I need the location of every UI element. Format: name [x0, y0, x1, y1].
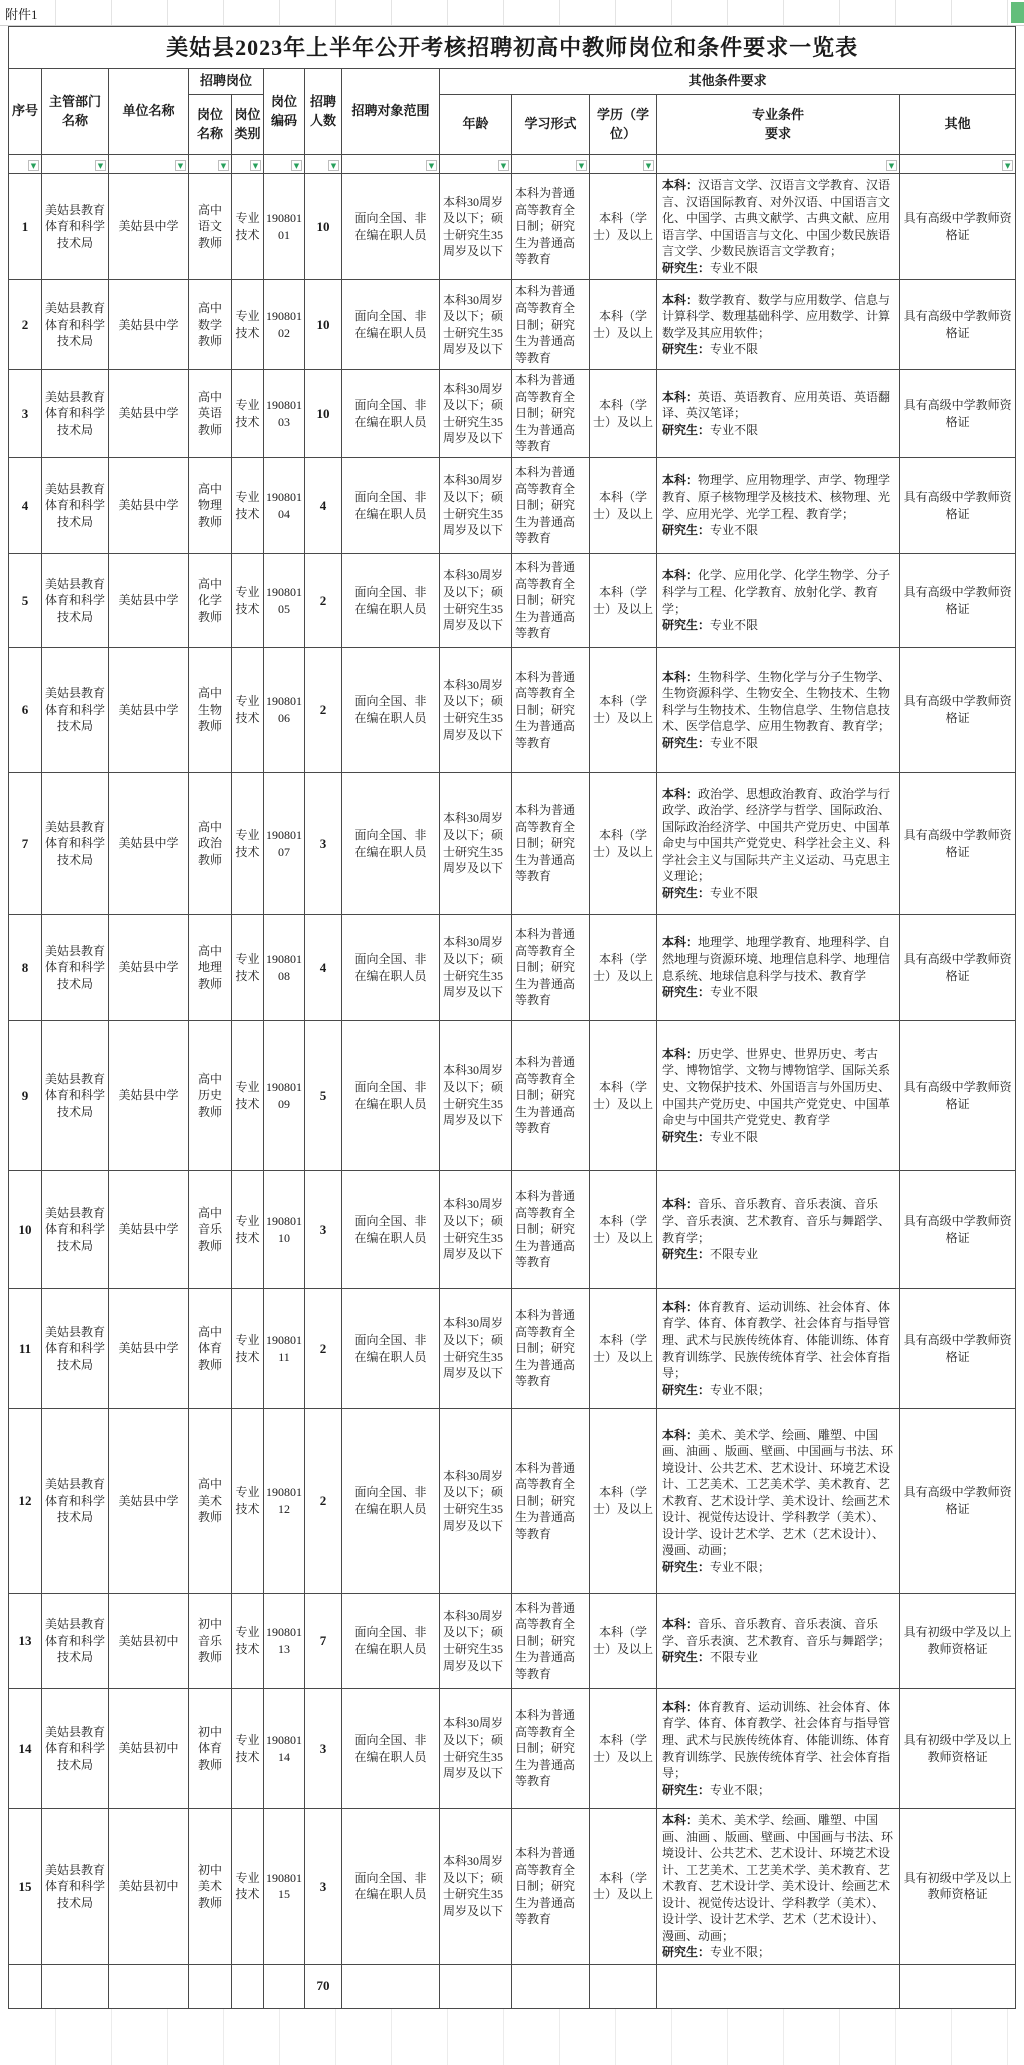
cell-code: 19080105: [264, 554, 305, 648]
cell-code: 19080107: [264, 773, 305, 915]
filter-dropdown-icon[interactable]: ▼: [95, 160, 106, 171]
cell-code: 19080104: [264, 458, 305, 554]
cell-position: 高中物理教师: [189, 458, 232, 554]
cell-count: 3: [305, 773, 342, 915]
cell-department: 美姑县教育体育和科学技术局: [42, 1809, 109, 1965]
filter-dropdown-icon[interactable]: ▼: [886, 160, 897, 171]
cell-count: 2: [305, 1289, 342, 1409]
cell-unit: 美姑县中学: [109, 1021, 189, 1171]
cell-count: 3: [305, 1689, 342, 1809]
cell-degree: 本科（学士）及以上: [590, 915, 657, 1021]
cell-scope: 面向全国、非在编在职人员: [342, 458, 440, 554]
cell-other: 具有初级中学及以上教师资格证: [900, 1594, 1016, 1689]
cell-department: 美姑县教育体育和科学技术局: [42, 280, 109, 370]
cell-position: 高中地理教师: [189, 915, 232, 1021]
cell-department: 美姑县教育体育和科学技术局: [42, 1594, 109, 1689]
cell-other: 具有高级中学教师资格证: [900, 773, 1016, 915]
cell-study-form: 本科为普通高等教育全日制；研究生为普通高等教育: [512, 915, 590, 1021]
cell-position: 初中音乐教师: [189, 1594, 232, 1689]
cell-empty: [42, 1964, 109, 2008]
cell-scope: 面向全国、非在编在职人员: [342, 370, 440, 458]
table-row: [9, 915, 1016, 1021]
cell-no: 2: [9, 280, 42, 370]
cell-scope: 面向全国、非在编在职人员: [342, 554, 440, 648]
cell-count: 7: [305, 1594, 342, 1689]
cell-department: 美姑县教育体育和科学技术局: [42, 1171, 109, 1289]
cell-empty: [512, 1964, 590, 2008]
cell-count: 2: [305, 1409, 342, 1594]
cell-age: 本科30周岁及以下；硕士研究生35周岁及以下: [440, 280, 512, 370]
cell-unit: 美姑县中学: [109, 554, 189, 648]
cell-empty: [342, 1964, 440, 2008]
cell-empty: [232, 1964, 264, 2008]
cell-unit: 美姑县中学: [109, 174, 189, 280]
cell-position: 初中体育教师: [189, 1689, 232, 1809]
cell-degree: 本科（学士）及以上: [590, 648, 657, 773]
cell-code: 19080109: [264, 1021, 305, 1171]
cell-department: 美姑县教育体育和科学技术局: [42, 458, 109, 554]
cell-other: 具有高级中学教师资格证: [900, 554, 1016, 648]
cell-other: 具有高级中学教师资格证: [900, 280, 1016, 370]
table-row: [9, 554, 1016, 648]
cell-age: 本科30周岁及以下；硕士研究生35周岁及以下: [440, 1594, 512, 1689]
cell-category: 专业技术: [232, 280, 264, 370]
cell-degree: 本科（学士）及以上: [590, 370, 657, 458]
cell-scope: 面向全国、非在编在职人员: [342, 1689, 440, 1809]
filter-cell: [590, 155, 657, 174]
filter-dropdown-icon[interactable]: ▼: [218, 160, 229, 171]
col-header-code: 岗位编码: [264, 69, 305, 155]
cell-department: 美姑县教育体育和科学技术局: [42, 1289, 109, 1409]
filter-dropdown-icon[interactable]: ▼: [28, 160, 39, 171]
cell-no: 10: [9, 1171, 42, 1289]
filter-cell: [264, 155, 305, 174]
table-row: [9, 1171, 1016, 1289]
cell-degree: 本科（学士）及以上: [590, 1289, 657, 1409]
col-header-position: 岗位名称: [189, 95, 232, 155]
cell-unit: 美姑县中学: [109, 648, 189, 773]
cell-code: 19080111: [264, 1289, 305, 1409]
cell-age: 本科30周岁及以下；硕士研究生35周岁及以下: [440, 1809, 512, 1965]
cell-unit: 美姑县初中: [109, 1809, 189, 1965]
cell-category: 专业技术: [232, 554, 264, 648]
cell-position: 高中体育教师: [189, 1289, 232, 1409]
cell-code: 19080112: [264, 1409, 305, 1594]
attachment-label: 附件1: [5, 4, 44, 23]
cell-position: 高中美术教师: [189, 1409, 232, 1594]
cell-empty: [440, 1964, 512, 2008]
cell-study-form: 本科为普通高等教育全日制；研究生为普通高等教育: [512, 1171, 590, 1289]
cell-study-form: 本科为普通高等教育全日制；研究生为普通高等教育: [512, 174, 590, 280]
cell-position: 高中化学教师: [189, 554, 232, 648]
cell-other: 具有高级中学教师资格证: [900, 648, 1016, 773]
cell-unit: 美姑县初中: [109, 1689, 189, 1809]
selected-cell-highlight: [1011, 2, 1024, 23]
col-group-other-requirements: 其他条件要求: [440, 69, 1016, 95]
cell-other: 具有高级中学教师资格证: [900, 174, 1016, 280]
total-count: 70: [305, 1964, 342, 2008]
cell-scope: 面向全国、非在编在职人员: [342, 915, 440, 1021]
filter-dropdown-icon[interactable]: ▼: [576, 160, 587, 171]
cell-department: 美姑县教育体育和科学技术局: [42, 370, 109, 458]
cell-no: 14: [9, 1689, 42, 1809]
cell-degree: 本科（学士）及以上: [590, 458, 657, 554]
col-header-department: 主管部门名称: [42, 69, 109, 155]
cell-major-requirements: 本科：历史学、世界史、世界历史、考古学、博物馆学、文物与博物馆学、国际关系史、文物保护技术、外国语言与外国历史、中国共产党历史、中国共产党党史、中国革命史与中国共产党党史、教育学 研究生：专业不限: [657, 1021, 900, 1171]
cell-no: 6: [9, 648, 42, 773]
cell-unit: 美姑县中学: [109, 1409, 189, 1594]
cell-empty: [189, 1964, 232, 2008]
cell-count: 10: [305, 174, 342, 280]
table-row: [9, 1409, 1016, 1594]
cell-position: 高中历史教师: [189, 1021, 232, 1171]
recruitment-table: [8, 26, 1016, 2009]
cell-study-form: 本科为普通高等教育全日制；研究生为普通高等教育: [512, 773, 590, 915]
cell-unit: 美姑县中学: [109, 915, 189, 1021]
cell-scope: 面向全国、非在编在职人员: [342, 280, 440, 370]
cell-category: 专业技术: [232, 1289, 264, 1409]
cell-major-requirements: 本科：美术、美术学、绘画、雕塑、中国画、油画 、版画、壁画、中国画与书法、环境设计、公共艺术、艺术设计、环境艺术设计、工艺美术、工艺美术学、美术教育、艺术教育、艺术设计学、美术设计、绘画艺术设计、视觉传达设计、学科教学（美术）、设计学、设计艺术学、艺术（艺术设计）、漫画、动画； 研究生：专业不限；: [657, 1809, 900, 1965]
page-title: 美姑县2023年上半年公开考核招聘初高中教师岗位和条件要求一览表: [9, 27, 1016, 69]
cell-age: 本科30周岁及以下；硕士研究生35周岁及以下: [440, 648, 512, 773]
cell-other: 具有高级中学教师资格证: [900, 1021, 1016, 1171]
cell-major-requirements: 本科：体育教育、运动训练、社会体育、体育学、体育、体育教学、社会体育与指导管理、武术与民族传统体育、体能训练、体育教育训练学、民族传统体育学、社会体育指导； 研究生：专业不限；: [657, 1289, 900, 1409]
cell-scope: 面向全国、非在编在职人员: [342, 1171, 440, 1289]
cell-code: 19080103: [264, 370, 305, 458]
cell-major-requirements: 本科：数学教育、数学与应用数学、信息与计算科学、数理基础科学、应用数学、计算数学及其应用软件； 研究生：专业不限: [657, 280, 900, 370]
cell-study-form: 本科为普通高等教育全日制；研究生为普通高等教育: [512, 1289, 590, 1409]
cell-code: 19080101: [264, 174, 305, 280]
cell-count: 5: [305, 1021, 342, 1171]
cell-no: 11: [9, 1289, 42, 1409]
cell-major-requirements: 本科：化学、应用化学、化学生物学、分子科学与工程、化学教育、放射化学、教育学； 研究生：专业不限: [657, 554, 900, 648]
cell-position: 高中生物教师: [189, 648, 232, 773]
cell-empty: [657, 1964, 900, 2008]
cell-degree: 本科（学士）及以上: [590, 1171, 657, 1289]
cell-scope: 面向全国、非在编在职人员: [342, 1594, 440, 1689]
cell-count: 10: [305, 370, 342, 458]
cell-study-form: 本科为普通高等教育全日制；研究生为普通高等教育: [512, 1809, 590, 1965]
cell-department: 美姑县教育体育和科学技术局: [42, 1689, 109, 1809]
cell-no: 9: [9, 1021, 42, 1171]
cell-degree: 本科（学士）及以上: [590, 1689, 657, 1809]
col-header-unit: 单位名称: [109, 69, 189, 155]
col-header-other: 其他: [900, 95, 1016, 155]
cell-category: 专业技术: [232, 1171, 264, 1289]
cell-scope: 面向全国、非在编在职人员: [342, 174, 440, 280]
cell-position: 高中音乐教师: [189, 1171, 232, 1289]
cell-category: 专业技术: [232, 458, 264, 554]
table-row: [9, 1289, 1016, 1409]
cell-scope: 面向全国、非在编在职人员: [342, 773, 440, 915]
cell-age: 本科30周岁及以下；硕士研究生35周岁及以下: [440, 1021, 512, 1171]
col-group-recruit-position: 招聘岗位: [189, 69, 264, 95]
cell-study-form: 本科为普通高等教育全日制；研究生为普通高等教育: [512, 370, 590, 458]
table-row: [9, 280, 1016, 370]
cell-unit: 美姑县中学: [109, 773, 189, 915]
total-row: [9, 1964, 1016, 2008]
table-row: [9, 1809, 1016, 1965]
cell-position: 高中政治教师: [189, 773, 232, 915]
col-header-count: 招聘人数: [305, 69, 342, 155]
cell-code: 19080115: [264, 1809, 305, 1965]
cell-unit: 美姑县中学: [109, 1289, 189, 1409]
table-row: [9, 458, 1016, 554]
cell-age: 本科30周岁及以下；硕士研究生35周岁及以下: [440, 370, 512, 458]
filter-cell: [512, 155, 590, 174]
cell-degree: 本科（学士）及以上: [590, 554, 657, 648]
cell-scope: 面向全国、非在编在职人员: [342, 1409, 440, 1594]
cell-major-requirements: 本科：地理学、地理学教育、地理科学、自然地理与资源环境、地理信息科学、地理信息系统、地球信息科学与技术、教育学 研究生：专业不限: [657, 915, 900, 1021]
cell-degree: 本科（学士）及以上: [590, 773, 657, 915]
cell-position: 高中英语教师: [189, 370, 232, 458]
cell-empty: [264, 1964, 305, 2008]
cell-other: 具有高级中学教师资格证: [900, 458, 1016, 554]
cell-other: 具有高级中学教师资格证: [900, 915, 1016, 1021]
cell-study-form: 本科为普通高等教育全日制；研究生为普通高等教育: [512, 1409, 590, 1594]
filter-cell: [109, 155, 189, 174]
filter-dropdown-icon[interactable]: ▼: [426, 160, 437, 171]
cell-no: 5: [9, 554, 42, 648]
col-header-category: 岗位类别: [232, 95, 264, 155]
cell-count: 3: [305, 1809, 342, 1965]
filter-dropdown-icon[interactable]: ▼: [175, 160, 186, 171]
cell-age: 本科30周岁及以下；硕士研究生35周岁及以下: [440, 915, 512, 1021]
cell-unit: 美姑县中学: [109, 458, 189, 554]
cell-empty: [109, 1964, 189, 2008]
cell-major-requirements: 本科：音乐、音乐教育、音乐表演、音乐学、音乐表演、艺术教育、音乐与舞蹈学、教育学； 研究生：不限专业: [657, 1171, 900, 1289]
cell-major-requirements: 本科：生物科学、生物化学与分子生物学、生物资源科学、生物安全、生物技术、生物科学与生物技术、生物信息学、生物信息技术、医学信息学、应用生物教育、教育学； 研究生：专业不限: [657, 648, 900, 773]
cell-department: 美姑县教育体育和科学技术局: [42, 1021, 109, 1171]
cell-unit: 美姑县中学: [109, 1171, 189, 1289]
cell-category: 专业技术: [232, 1689, 264, 1809]
autofilter-row: [9, 155, 1016, 174]
filter-dropdown-icon[interactable]: ▼: [1002, 160, 1013, 171]
cell-category: 专业技术: [232, 773, 264, 915]
cell-age: 本科30周岁及以下；硕士研究生35周岁及以下: [440, 174, 512, 280]
col-header-age: 年龄: [440, 95, 512, 155]
cell-other: 具有初级中学及以上教师资格证: [900, 1809, 1016, 1965]
cell-no: 3: [9, 370, 42, 458]
filter-dropdown-icon[interactable]: ▼: [328, 160, 339, 171]
cell-department: 美姑县教育体育和科学技术局: [42, 773, 109, 915]
sheet-top-strip: [0, 0, 1024, 26]
cell-count: 3: [305, 1171, 342, 1289]
cell-other: 具有高级中学教师资格证: [900, 1409, 1016, 1594]
cell-department: 美姑县教育体育和科学技术局: [42, 648, 109, 773]
cell-major-requirements: 本科：美术、美术学、绘画、雕塑、中国画、油画 、版画、壁画、中国画与书法、环境设计、公共艺术、艺术设计、环境艺术设计、工艺美术、工艺美术学、美术教育、艺术教育、艺术设计学、美术设计、绘画艺术设计、视觉传达设计、学科教学（美术）、设计学、设计艺术学、艺术（艺术设计）、漫画、动画； 研究生：专业不限；: [657, 1409, 900, 1594]
filter-cell: [342, 155, 440, 174]
cell-other: 具有高级中学教师资格证: [900, 1171, 1016, 1289]
cell-no: 7: [9, 773, 42, 915]
cell-major-requirements: 本科：政治学、思想政治教育、政治学与行政学、政治学、经济学与哲学、国际政治、国际政治经济学、中国共产党历史、中国革命史与中国共产党党史、科学社会主义、科学社会主义与国际共产主义运动、马克思主义理论； 研究生：专业不限: [657, 773, 900, 915]
col-header-study-form: 学习形式: [512, 95, 590, 155]
cell-count: 4: [305, 915, 342, 1021]
cell-age: 本科30周岁及以下；硕士研究生35周岁及以下: [440, 1689, 512, 1809]
table-row: [9, 174, 1016, 280]
cell-study-form: 本科为普通高等教育全日制；研究生为普通高等教育: [512, 554, 590, 648]
cell-no: 8: [9, 915, 42, 1021]
cell-no: 13: [9, 1594, 42, 1689]
cell-code: 19080108: [264, 915, 305, 1021]
cell-department: 美姑县教育体育和科学技术局: [42, 554, 109, 648]
table-row: [9, 648, 1016, 773]
cell-study-form: 本科为普通高等教育全日制；研究生为普通高等教育: [512, 458, 590, 554]
filter-dropdown-icon[interactable]: ▼: [250, 160, 261, 171]
filter-cell: [657, 155, 900, 174]
cell-degree: 本科（学士）及以上: [590, 1021, 657, 1171]
cell-position: 高中语文教师: [189, 174, 232, 280]
cell-unit: 美姑县中学: [109, 370, 189, 458]
cell-position: 初中美术教师: [189, 1809, 232, 1965]
cell-no: 4: [9, 458, 42, 554]
cell-category: 专业技术: [232, 1021, 264, 1171]
cell-empty: [900, 1964, 1016, 2008]
cell-category: 专业技术: [232, 915, 264, 1021]
col-header-degree: 学历（学位）: [590, 95, 657, 155]
cell-category: 专业技术: [232, 370, 264, 458]
cell-major-requirements: 本科：体育教育、运动训练、社会体育、体育学、体育、体育教学、社会体育与指导管理、武术与民族传统体育、体能训练、体育教育训练学、民族传统体育学、社会体育指导； 研究生：专业不限；: [657, 1689, 900, 1809]
filter-cell: [9, 155, 42, 174]
cell-category: 专业技术: [232, 174, 264, 280]
cell-count: 2: [305, 648, 342, 773]
filter-cell: [305, 155, 342, 174]
cell-category: 专业技术: [232, 1409, 264, 1594]
cell-degree: 本科（学士）及以上: [590, 1409, 657, 1594]
cell-code: 19080110: [264, 1171, 305, 1289]
cell-major-requirements: 本科：物理学、应用物理学、声学、物理学教育、原子核物理学及核技术、核物理、光学、应用光学、光学工程、教育学； 研究生：专业不限: [657, 458, 900, 554]
cell-study-form: 本科为普通高等教育全日制；研究生为普通高等教育: [512, 648, 590, 773]
cell-scope: 面向全国、非在编在职人员: [342, 1021, 440, 1171]
cell-code: 19080106: [264, 648, 305, 773]
cell-major-requirements: 本科：汉语言文学、汉语言文学教育、汉语言、汉语国际教育、对外汉语、中国语言文化、中国学、古典文献学、古典文献、应用语言学、中国语言与文化、中国少数民族语言文学、少数民族语言文学教育； 研究生：专业不限: [657, 174, 900, 280]
cell-age: 本科30周岁及以下；硕士研究生35周岁及以下: [440, 1289, 512, 1409]
cell-study-form: 本科为普通高等教育全日制；研究生为普通高等教育: [512, 1594, 590, 1689]
cell-major-requirements: 本科：音乐、音乐教育、音乐表演、音乐学、音乐表演、艺术教育、音乐与舞蹈学； 研究生：不限专业: [657, 1594, 900, 1689]
cell-other: 具有初级中学及以上教师资格证: [900, 1689, 1016, 1809]
cell-age: 本科30周岁及以下；硕士研究生35周岁及以下: [440, 458, 512, 554]
cell-degree: 本科（学士）及以上: [590, 1594, 657, 1689]
cell-code: 19080113: [264, 1594, 305, 1689]
cell-scope: 面向全国、非在编在职人员: [342, 648, 440, 773]
table-row: [9, 370, 1016, 458]
cell-no: 15: [9, 1809, 42, 1965]
cell-major-requirements: 本科：英语、英语教育、应用英语、英语翻译、英汉笔译； 研究生：专业不限: [657, 370, 900, 458]
cell-empty: [9, 1964, 42, 2008]
table-row: [9, 1594, 1016, 1689]
filter-cell: [232, 155, 264, 174]
cell-age: 本科30周岁及以下；硕士研究生35周岁及以下: [440, 1171, 512, 1289]
cell-scope: 面向全国、非在编在职人员: [342, 1809, 440, 1965]
col-header-major: 专业条件要求: [657, 95, 900, 155]
col-header-scope: 招聘对象范围: [342, 69, 440, 155]
cell-code: 19080102: [264, 280, 305, 370]
cell-position: 高中数学教师: [189, 280, 232, 370]
table-row: [9, 1021, 1016, 1171]
cell-study-form: 本科为普通高等教育全日制；研究生为普通高等教育: [512, 1689, 590, 1809]
cell-empty: [590, 1964, 657, 2008]
cell-category: 专业技术: [232, 1594, 264, 1689]
cell-code: 19080114: [264, 1689, 305, 1809]
cell-category: 专业技术: [232, 1809, 264, 1965]
filter-cell: [189, 155, 232, 174]
cell-scope: 面向全国、非在编在职人员: [342, 1289, 440, 1409]
cell-department: 美姑县教育体育和科学技术局: [42, 1409, 109, 1594]
cell-other: 具有高级中学教师资格证: [900, 370, 1016, 458]
table-row: [9, 773, 1016, 915]
cell-unit: 美姑县初中: [109, 1594, 189, 1689]
sheet-bottom-strip: [0, 2009, 1024, 2065]
cell-count: 10: [305, 280, 342, 370]
cell-age: 本科30周岁及以下；硕士研究生35周岁及以下: [440, 1409, 512, 1594]
cell-degree: 本科（学士）及以上: [590, 174, 657, 280]
cell-study-form: 本科为普通高等教育全日制；研究生为普通高等教育: [512, 280, 590, 370]
cell-study-form: 本科为普通高等教育全日制；研究生为普通高等教育: [512, 1021, 590, 1171]
filter-dropdown-icon[interactable]: ▼: [643, 160, 654, 171]
filter-cell: [42, 155, 109, 174]
table-row: [9, 1689, 1016, 1809]
col-header-no: 序号: [9, 69, 42, 155]
cell-age: 本科30周岁及以下；硕士研究生35周岁及以下: [440, 554, 512, 648]
cell-count: 4: [305, 458, 342, 554]
cell-other: 具有高级中学教师资格证: [900, 1289, 1016, 1409]
cell-count: 2: [305, 554, 342, 648]
filter-cell: [900, 155, 1016, 174]
filter-cell: [440, 155, 512, 174]
cell-department: 美姑县教育体育和科学技术局: [42, 915, 109, 1021]
cell-category: 专业技术: [232, 648, 264, 773]
cell-no: 1: [9, 174, 42, 280]
cell-degree: 本科（学士）及以上: [590, 1809, 657, 1965]
cell-department: 美姑县教育体育和科学技术局: [42, 174, 109, 280]
cell-no: 12: [9, 1409, 42, 1594]
cell-degree: 本科（学士）及以上: [590, 280, 657, 370]
filter-dropdown-icon[interactable]: ▼: [291, 160, 302, 171]
cell-unit: 美姑县中学: [109, 280, 189, 370]
cell-age: 本科30周岁及以下；硕士研究生35周岁及以下: [440, 773, 512, 915]
filter-dropdown-icon[interactable]: ▼: [498, 160, 509, 171]
